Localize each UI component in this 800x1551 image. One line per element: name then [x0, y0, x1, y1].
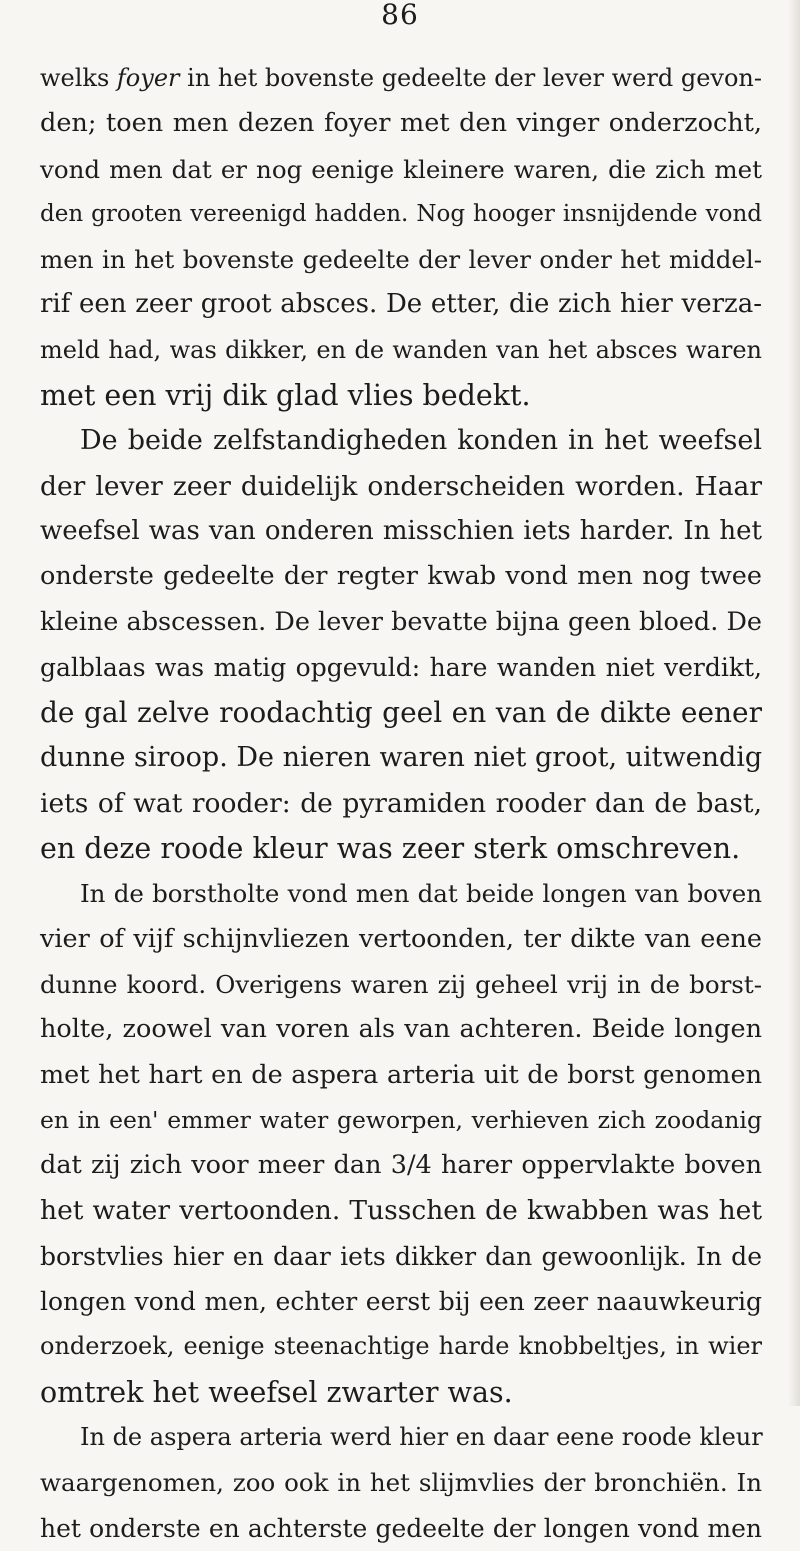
- text-line: vond men dat er nog eenige kleinere waren, die zich met: [40, 154, 762, 184]
- text-line: longen vond men, echter eerst bij een zeer naauwkeurig: [40, 1287, 762, 1317]
- text-line: galblaas was matig opgevuld: hare wanden niet verdikt,: [40, 652, 762, 682]
- text-line: holte, zoowel van voren als van achteren. Beide longen: [40, 1014, 762, 1045]
- text-line: In de borstholte vond men dat beide longen van boven: [80, 879, 762, 909]
- text-line: dunne koord. Overigens waren zij geheel vrij in de borst-: [40, 969, 762, 999]
- text-line: het onderste en achterste gedeelte der longen vond men: [40, 1513, 762, 1543]
- text-line: der lever zeer duidelijk onderscheiden worden. Haar: [40, 470, 762, 502]
- text-line: iets of wat rooder: de pyramiden rooder dan de bast,: [40, 787, 762, 819]
- text-line: borstvlies hier en daar iets dikker dan gewoonlijk. In de: [40, 1241, 762, 1271]
- body-text: [40, 56, 762, 1551]
- text-line: den grooten vereenigd hadden. Nog hooger insnijdende vond: [40, 200, 762, 227]
- text-line: rif een zeer groot absces. De etter, die zich hier verza-: [40, 289, 762, 320]
- text-line: meld had, was dikker, en de wanden van het absces waren: [40, 335, 762, 364]
- text-line: dat zij zich voor meer dan 3/4 harer oppervlakte boven: [40, 1150, 762, 1181]
- text-line: met een vrij dik glad vlies bedekt.: [40, 379, 531, 413]
- text-line: dunne siroop. De nieren waren niet groot, uitwendig: [40, 742, 763, 774]
- text-line: waargenomen, zoo ook in het slijmvlies der bronchiën. In: [40, 1468, 762, 1498]
- italic-word: foyer: [116, 64, 180, 92]
- text-line: den; toen men dezen foyer met den vinger onderzocht,: [40, 108, 762, 139]
- text-line: vier of vijf schijnvliezen vertoonden, ter dikte van eene: [40, 923, 762, 954]
- text-line: en in een' emmer water geworpen, verhieven zich zoodanig: [40, 1105, 762, 1134]
- page-edge-shadow: [788, 0, 800, 1406]
- text-line: het water vertoonden. Tusschen de kwabben was het: [40, 1195, 762, 1227]
- text-line: weefsel was van onderen misschien iets harder. In het: [40, 515, 762, 546]
- text-line: kleine abscessen. De lever bevatte bijna geen bloed. De: [40, 606, 762, 637]
- text-line: In de aspera arteria werd hier en daar eene roode kleur: [80, 1422, 763, 1451]
- text-line: met het hart en de aspera arteria uit de borst genomen: [40, 1059, 762, 1090]
- text-line: De beide zelfstandigheden konden in het weefsel: [80, 425, 762, 457]
- text-line: onderste gedeelte der regter kwab vond men nog twee: [40, 561, 762, 592]
- text-line: de gal zelve roodachtig geel en van de dikte eener: [40, 696, 762, 730]
- page-number: 86: [381, 0, 419, 31]
- text-line: men in het bovenste gedeelte der lever onder het middel-: [40, 245, 762, 275]
- text-line: onderzoek, eenige steenachtige harde knobbeltjes, in wier: [40, 1332, 762, 1361]
- text-line: welks foyer in het bovenste gedeelte der lever werd gevon-: [40, 64, 762, 92]
- text-line: omtrek het weefsel zwarter was.: [40, 1375, 513, 1409]
- text-line: en deze roode kleur was zeer sterk omschreven.: [40, 832, 741, 866]
